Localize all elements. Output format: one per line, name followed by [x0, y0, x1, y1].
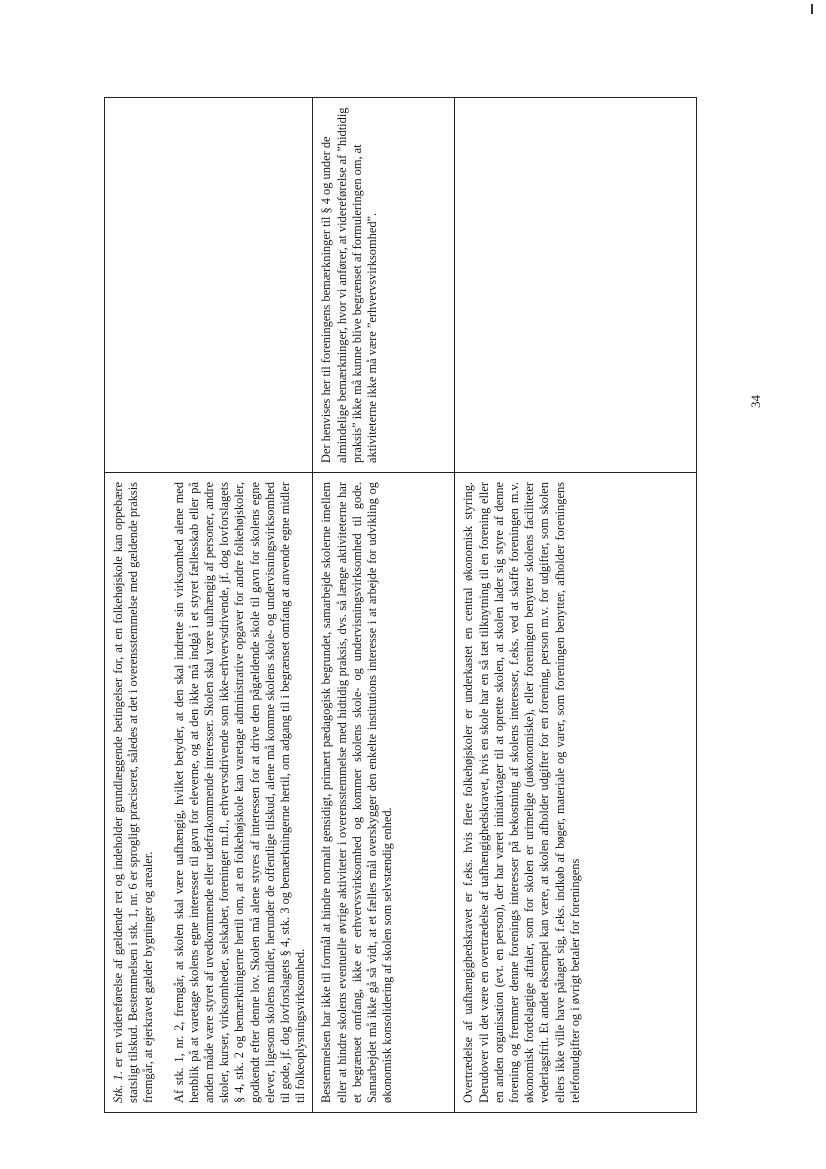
page-number: 34: [748, 395, 763, 408]
paragraph-text: Der henvises her til foreningens bemærkninger til § 4 og under de almindelige bemærkninger, hvor vi anfører, at videreførelse af ”hidtidig praksis” ikke må kunne blive begrænset af formuleringen om, at aktiviteterne ikke må være ”erhvervsvirksomhed”.: [319, 107, 380, 463]
paragraph: [461, 482, 583, 1103]
table-row: [105, 98, 313, 1113]
paragraph: [111, 482, 157, 1103]
comments-table: [104, 97, 697, 1113]
stk-label: Stk. 1: [111, 1074, 125, 1103]
table-cell-comment: [105, 98, 313, 473]
table-cell-law-text: [313, 473, 455, 1113]
table-cell-law-text: [455, 473, 697, 1113]
paragraph: [172, 482, 309, 1103]
table-cell-comment: [455, 98, 697, 473]
table-row: [455, 98, 697, 1113]
paragraph-text: Af stk. 1, nr. 2, fremgår, at skolen skal være uafhængig, hvilket betyder, at den skal indrette sin virksomhed alene med henblik på at varetage skolens egne interesser til gavn for eleverne, og at den ikke må indgå i et styret fællesskab eller på anden måde være styret af uvedkommende eller udefrakommende interesser. Skolen skal være uafhængig af personer, andre skoler, kurser, virksomheder, selskaber, foreninger m.fl., erhvervsdrivende som ikke-erhvervsdrivende, jf. dog lovforslagets § 4, stk. 2 og bemærkningerne hertil om, at en folkehøjskole kan varetage administrative opgaver for andre folkehøjskoler, godkendt efter denne lov. Skolen må alene styres af interessen for at drive den pågældende skole til gavn for skolens egne elever, ligesom skolens midler, herunder de offentlige tilskud, alene må komme skolens skole- og undervisningsvirksomhed til gode, jf. dog lovforslagets § 4, stk. 3 og bemærkningerne hertil, om adgang til i begrænset omfang at anvende egne midler til folkeoplysningsvirksomhed.: [171, 482, 308, 1103]
rotated-table-wrapper: [104, 98, 694, 1113]
table-cell-comment: [313, 98, 455, 473]
paragraph-text: . er en videreførelse af gældende ret og indeholder grundlæggende betingelser for, at en folkehøjskole kan oppebære statsligt tilskud. Bestemmelsen i stk. 1, nr. 6 er sprogligt præciseret, således at det i overensstemmelse med gældende praksis fremgår, at ejerkravet gælder bygninger og arealer.: [111, 482, 156, 1103]
scan-corner-mark: [811, 4, 813, 14]
paragraph-text: Bestemmelsen har ikke til formål at hindre normalt gensidigt, primært pædagogisk begrundet, samarbejde skolerne imellem eller at hindre skolens eventuelle øvrige aktiviteter i overensstemmelse med hidtidig praksis, dvs. så længe aktiviteterne har et begrænset omfang, ikke er erhvervsvirksomhed og kommer skolens skole- og undervisningsvirksomhed til gode. Samarbejdet må ikke gå så vidt, at et fælles mål overskygger den enkelte institutions interesse i at arbejde for udvikling og økonomisk konsolidering af skolen som selvstændig enhed.: [319, 482, 395, 1103]
table-cell-law-text: [105, 473, 313, 1113]
paragraph: [319, 107, 380, 463]
paragraph: [319, 482, 395, 1103]
table-row: [313, 98, 455, 1113]
paragraph-text: Overtrædelse af uafhængighedskravet er f.eks. hvis flere folkehøjskoler er underkastet en central økonomisk styring. Derudover vil det være en overtrædelse af uafhængighedskravet, hvis en skole har en så tæt tilknytning til en forening eller en anden organisation (evt. en person), der har været initiativtager til at oprette skolen, at skolen lader sig styre af denne forening og fremmer denne forenings interesser på bekostning af skolens interesser, f.eks. ved at skaffe foreningen m.v. økonomisk fordelagtige aftaler, som for skolen er urimelige (uøkonomiske), eller foreningen benytter skolens faciliteter vederlagsfrit. Et andet eksempel kan være, at skolen afholder udgifter for en forening, person m.v. for udgifter, som skolen ellers ikke ville have påtaget sig, f.eks. indkøb af bøger, materiale og varer, som foreningen benytter, afholder foreningens telefonudgifter og i øvrigt betaler for foreningens: [461, 482, 582, 1103]
